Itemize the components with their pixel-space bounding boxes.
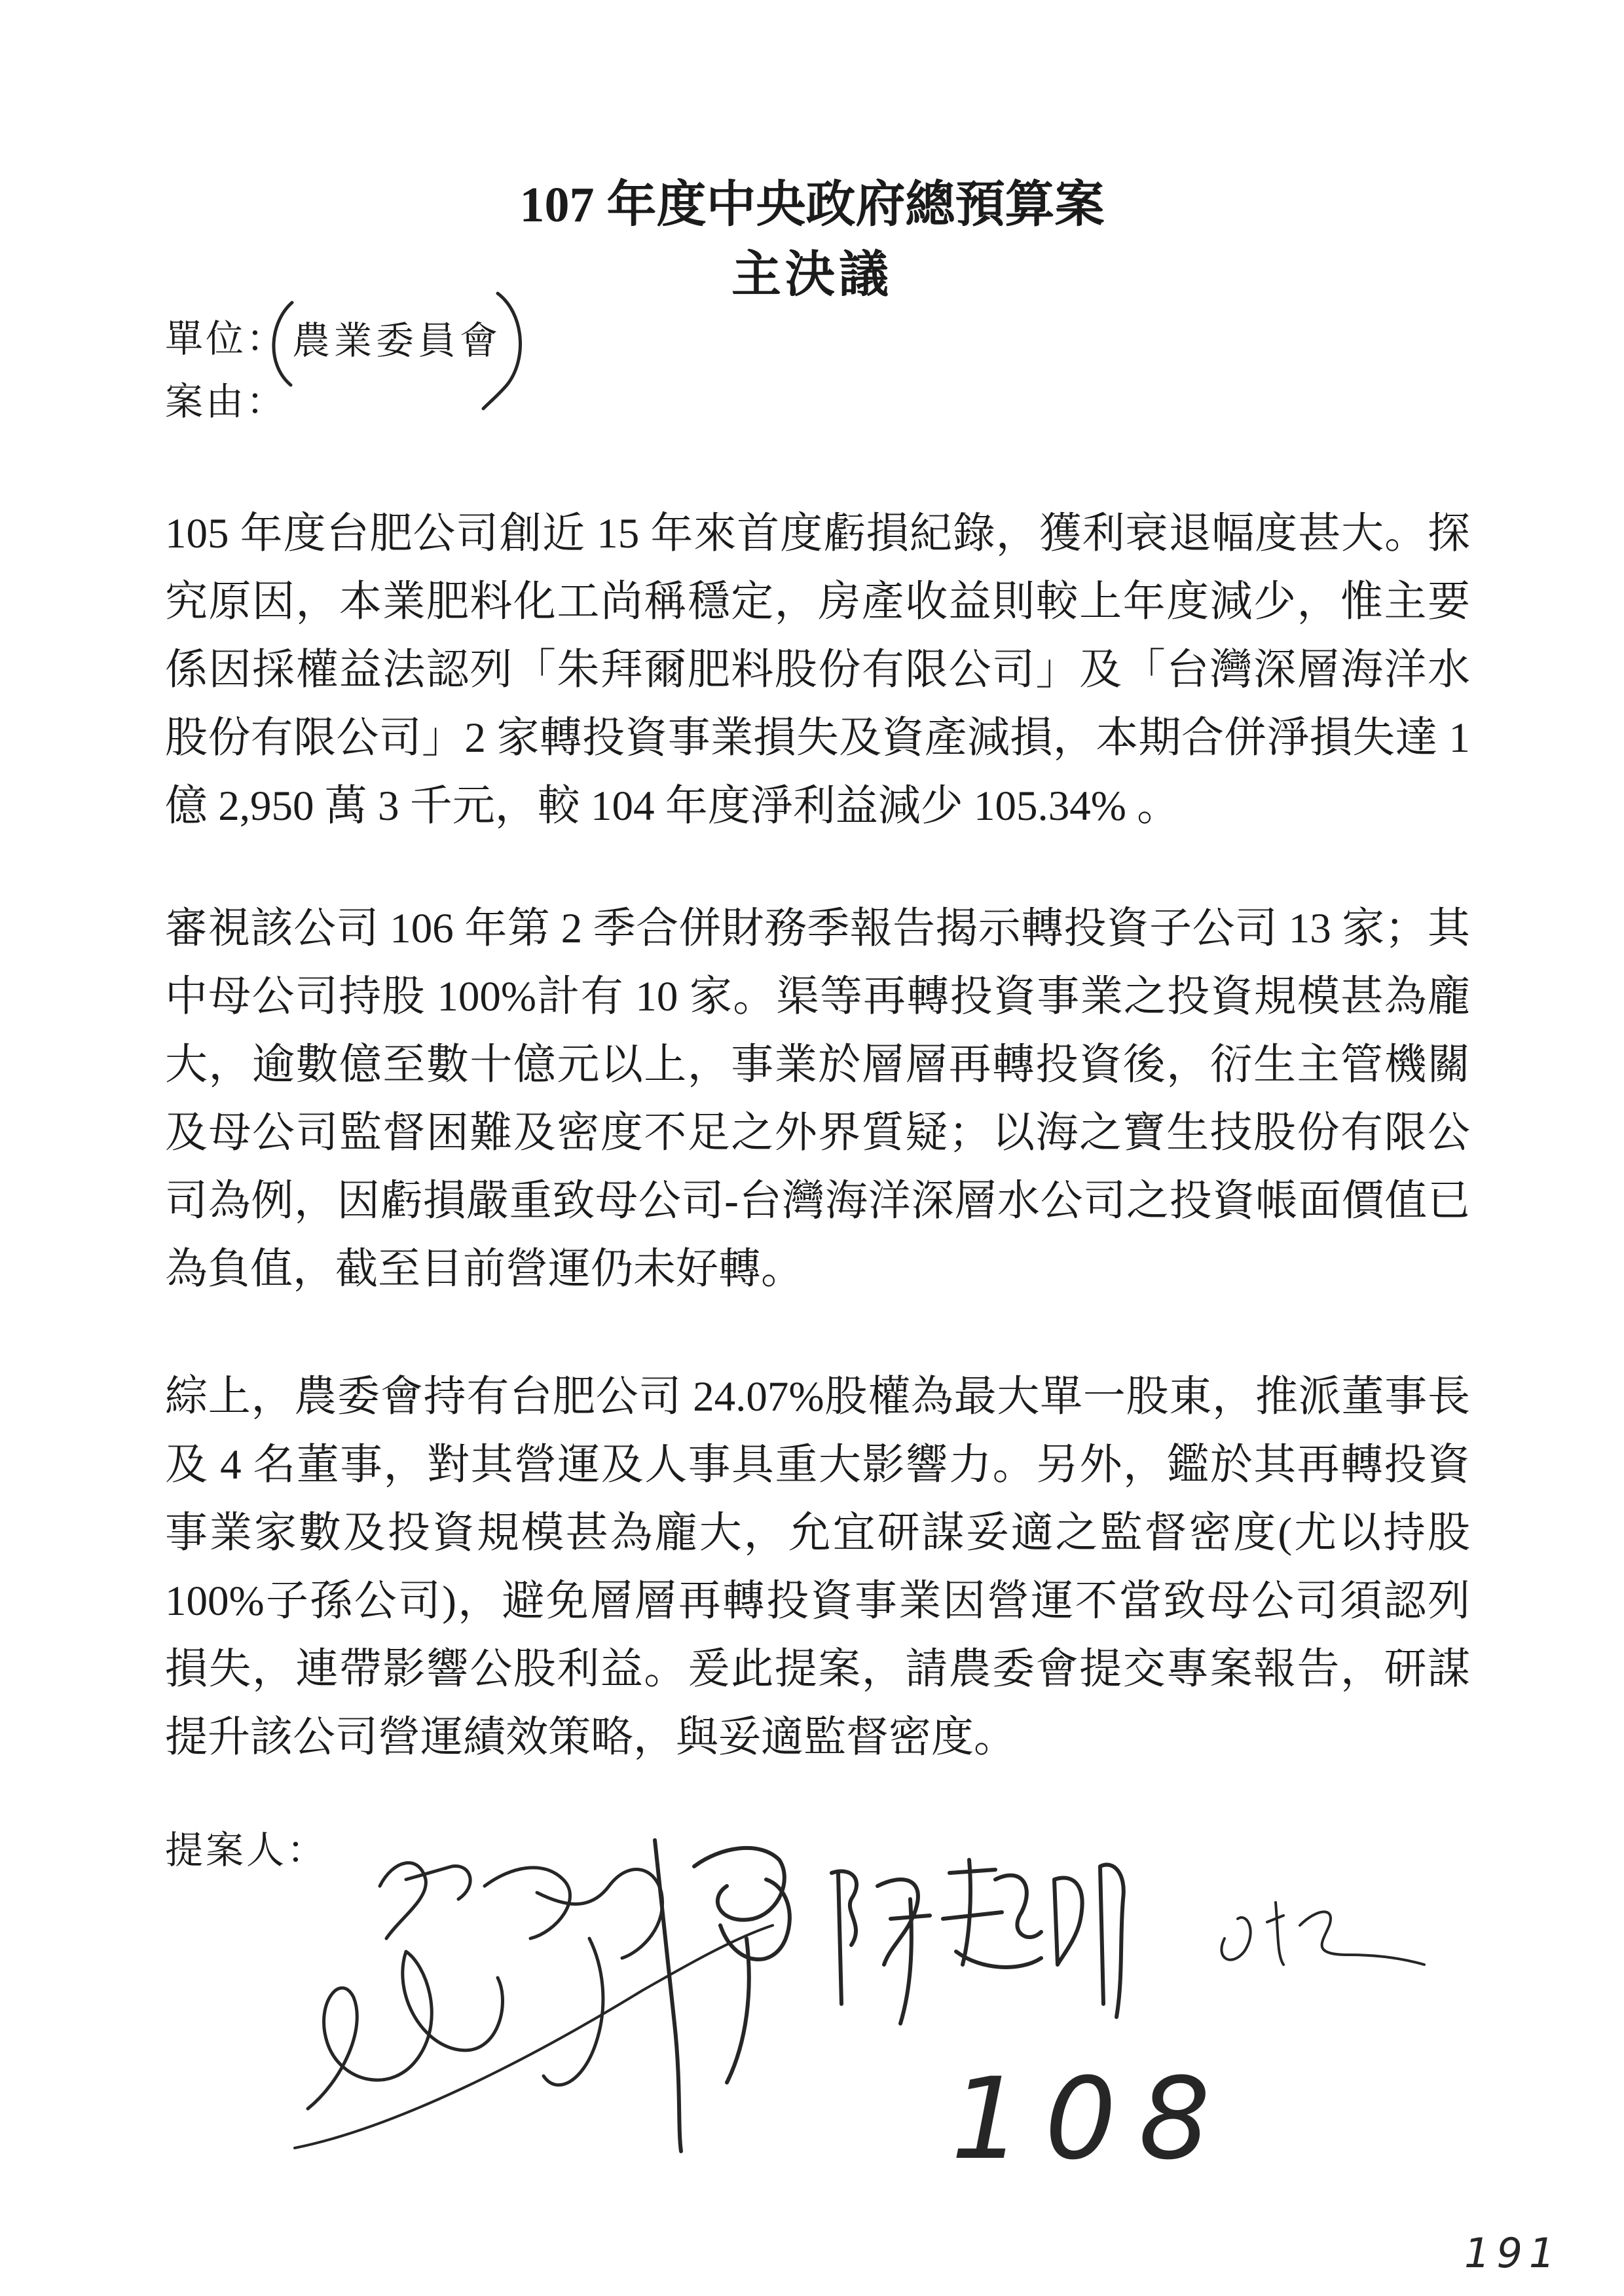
reason-label: 案由： [165, 380, 287, 423]
paragraph-2-line-2: 中母公司持股 100%計有 10 家。渠等再轉投資事業之投資規模甚為龐 [165, 973, 1470, 1020]
unit-label: 單位： [165, 318, 287, 360]
document-title: 107 年度中央政府總預算案 [519, 177, 1105, 232]
paragraph-3 [165, 1363, 1470, 1771]
paragraph-1-line-1: 105 年度台肥公司創近 15 年來首度虧損紀錄，獲利衰退幅度甚大。探 [165, 510, 1470, 557]
proposer-label: 提案人： [165, 1829, 328, 1872]
signature-1-stroke [380, 1863, 470, 1938]
handwritten-number: 108 [951, 2053, 1233, 2185]
unit-value: 農業委員會 [292, 318, 502, 363]
paragraph-2 [165, 895, 1470, 1303]
signature-2-stroke [1054, 1864, 1124, 2017]
signature-1-stroke [485, 1868, 663, 2085]
paragraph-3-line-1: 綜上，農委會持有台肥公司 24.07%股權為最大單一股東，推派董事長 [165, 1373, 1470, 1420]
paragraph-1-line-5: 億 2,950 萬 3 千元，較 104 年度淨利益減少 105.34% 。 [165, 783, 1180, 830]
signature-2-stroke [943, 1860, 1041, 1967]
signature-1-stroke [655, 1840, 790, 2151]
paragraph-2-line-4: 及母公司監督困難及密度不足之外界質疑；以海之寶生技股份有限公 [165, 1109, 1470, 1157]
paragraph-1-line-3: 係因採權益法認列「朱拜爾肥料股份有限公司」及「台灣深層海洋水 [165, 646, 1470, 694]
signature-1-stroke [308, 1952, 503, 2109]
paragraph-1-line-4: 股份有限公司」2 家轉投資事業損失及資產減損，本期合併淨損失達 1 [165, 714, 1470, 762]
paragraph-3-line-6: 提升該公司營運績效策略，與妥適監督密度。 [165, 1714, 1017, 1761]
paragraph-1 [165, 500, 1470, 840]
signature-3-stroke [1221, 1902, 1424, 1965]
paragraph-3-line-3: 事業家數及投資規模甚為龐大，允宜研謀妥適之監督密度(尤以持股 [165, 1509, 1470, 1557]
paragraph-2-line-1: 審視該公司 106 年第 2 季合併財務季報告揭示轉投資子公司 13 家；其 [165, 905, 1470, 952]
signature-1 [295, 1840, 790, 2151]
document-subtitle: 主決議 [731, 248, 893, 303]
signature-1-stroke [295, 1925, 773, 2148]
paragraph-2-line-5: 司為例，因虧損嚴重致母公司-台灣海洋深層水公司之投資帳面價值已 [165, 1177, 1470, 1225]
paragraph-3-line-4: 100%子孫公司)，避免層層再轉投資事業因營運不當致母公司須認列 [165, 1578, 1470, 1625]
paragraph-1-line-2: 究原因，本業肥料化工尚稱穩定，房產收益則較上年度減少，惟主要 [165, 578, 1470, 625]
signature-2 [832, 1860, 1124, 2024]
signature-3 [1221, 1902, 1424, 1965]
paragraph-2-line-6: 為負值，截至目前營運仍未好轉。 [165, 1246, 804, 1293]
page-number: 191 [1464, 2229, 1562, 2277]
paragraph-3-line-2: 及 4 名董事，對其營運及人事具重大影響力。另外，鑑於其再轉投資 [165, 1441, 1470, 1489]
paragraph-3-line-5: 損失，連帶影響公股利益。爰此提案，請農委會提交專案報告，研謀 [165, 1646, 1470, 1693]
signature-2-stroke [832, 1871, 930, 2024]
paragraph-2-line-3: 大，逾數億至數十億元以上，事業於層層再轉投資後，衍生主管機關 [165, 1041, 1470, 1088]
